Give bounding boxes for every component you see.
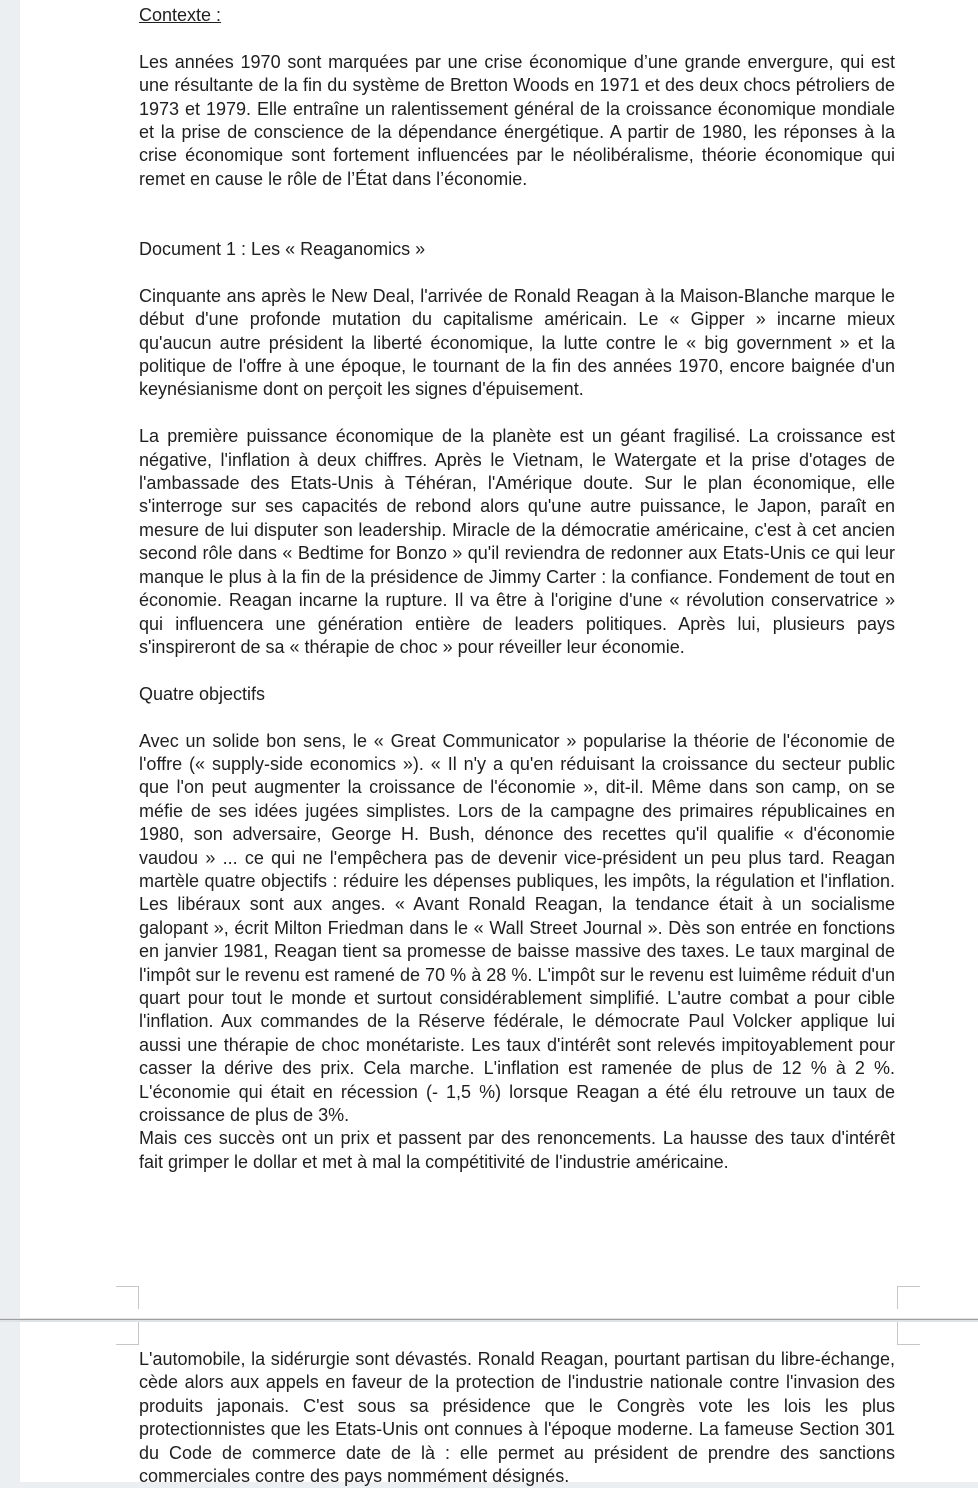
- page-margin-corner-bottom-right: [897, 1286, 920, 1309]
- paragraph-succes-prix: Mais ces succès ont un prix et passent par des renoncements. La hausse des taux d'intérêt fait grimper le dollar et met à mal la compétitivité de l'industrie américaine.: [139, 1128, 895, 1172]
- page-break-line: [0, 1319, 978, 1320]
- paragraph-great-communicator: Avec un solide bon sens, le « Great Communicator » popularise la théorie de l'économie de l'offre (« supply-side economics »). « Il n'y a qu'en réduisant la croissance du secteur public que l'on peut augmenter la croissance de l'économie », dit-il. Même dans son camp, on se méfie de ses idées jugées simplistes. Lors de la campagne des primaires républicaines en 1980, son adversaire, George H. Bush, dénonce des recettes qu'il qualifie « d'économie vaudou » ... ce qui ne l'empêchera pas de devenir vice-président un peu plus tard. Reagan martèle quatre objectifs : réduire les dépenses publiques, les impôts, la régulation et l'inflation. Les libéraux sont aux anges. « Avant Ronald Reagan, la tendance était à un socialisme galopant », écrit Milton Friedman dans le « Wall Street Journal ». Dès son entrée en fonctions en janvier 1981, Reagan tient sa promesse de baisse massive des taxes. Le taux marginal de l'impôt sur le revenu est ramené de 70 % à 28 %. L'impôt sur le revenu est luimême réduit d'un quart pour tout le monde et surtout considérablement simplifié. L'autre combat a pour cible l'inflation. Aux commandes de la Réserve fédérale, le démocrate Paul Volcker applique lui aussi une thérapie de choc monétariste. Les taux d'intérêt sont relevés impitoyablement pour casser la dérive des prix. Cela marche. L'inflation est ramenée de plus de 12 % à 2 %. L'économie qui était en récession (- 1,5 %) lorsque Reagan a été élu retrouve un taux de croissance de plus de 3%.: [139, 730, 895, 1125]
- page-margin-corner-top-right: [897, 1322, 920, 1345]
- subheading-quatre-objectifs: Quatre objectifs: [139, 683, 266, 704]
- paragraph-new-deal: Cinquante ans après le New Deal, l'arrivée de Ronald Reagan à la Maison-Blanche marque le début d'une profonde mutation du capitalisme américain. Le « Gipper » incarne mieux qu'aucun autre président la liberté économique, la lutte contre le « big government » et la politique de l'offre à une époque, le tournant de la fin des années 1970, encore baignée d'un keynésianisme dont on perçoit les signes d'épuisement.: [139, 285, 895, 400]
- page-margin-corner-top-left: [116, 1322, 139, 1345]
- page-margin-corner-bottom-left: [116, 1286, 139, 1309]
- page-2-text-column: [139, 1348, 895, 1488]
- paragraph-geant-fragilise: La première puissance économique de la planète est un géant fragilisé. La croissance est négative, l'inflation à deux chiffres. Après le Vietnam, le Watergate et la prise d'otages de l'ambassade des Etats-Unis à Téhéran, l'Amérique doute. Sur le plan économique, elle s'interroge sur ses capacités de rebond alors qu'une autre puissance, le Japon, paraît en mesure de lui disputer son leadership. Miracle de la démocratie américaine, c'est à cet ancien second rôle dans « Bedtime for Bonzo » qu'il reviendra de redonner aux Etats-Unis ce qui leur manque le plus à la fin de la présidence de Jimmy Carter : la confiance. Fondement de tout en économie. Reagan incarne la rupture. Il va être à l'origine d'une « révolution conservatrice » qui influencera une génération entière de leaders politiques. Après lui, plusieurs pays s'inspireront de sa « thérapie de choc » pour réveiller leur économie.: [139, 426, 895, 657]
- document-page-1: [20, 0, 978, 1318]
- paragraph-automobile: L'automobile, la sidérurgie sont dévastés. Ronald Reagan, pourtant partisan du libre-échange, cède alors aux appels en faveur de la protection de l'industrie nationale contre l'invasion des produits japonais. C'est sous sa présidence que le Congrès vote les lois les plus protectionnistes que les Etats-Unis ont connues à l'époque moderne. La fameuse Section 301 du Code de commerce date de là : elle permet au président de prendre des sanctions commerciales contre des pays nommément désignés.: [139, 1349, 895, 1487]
- context-paragraph: Les années 1970 sont marquées par une crise économique d’une grande envergure, qui est une résultante de la fin du système de Bretton Woods en 1971 et des deux chocs pétroliers de 1973 et 1979. Elle entraîne un ralentissement général de la croissance économique mondiale et la prise de conscience de la dépendance énergétique. A partir de 1980, les réponses à la crise économique sont fortement influencées par le néolibéralisme, théorie économique qui remet en cause le rôle de l’État dans l’économie.: [139, 51, 895, 189]
- context-label: Contexte :: [139, 5, 222, 25]
- page-1-text-column: [139, 4, 895, 1174]
- document-page-2: [20, 1322, 978, 1487]
- document-1-title: Document 1 : Les « Reaganomics »: [139, 239, 426, 260]
